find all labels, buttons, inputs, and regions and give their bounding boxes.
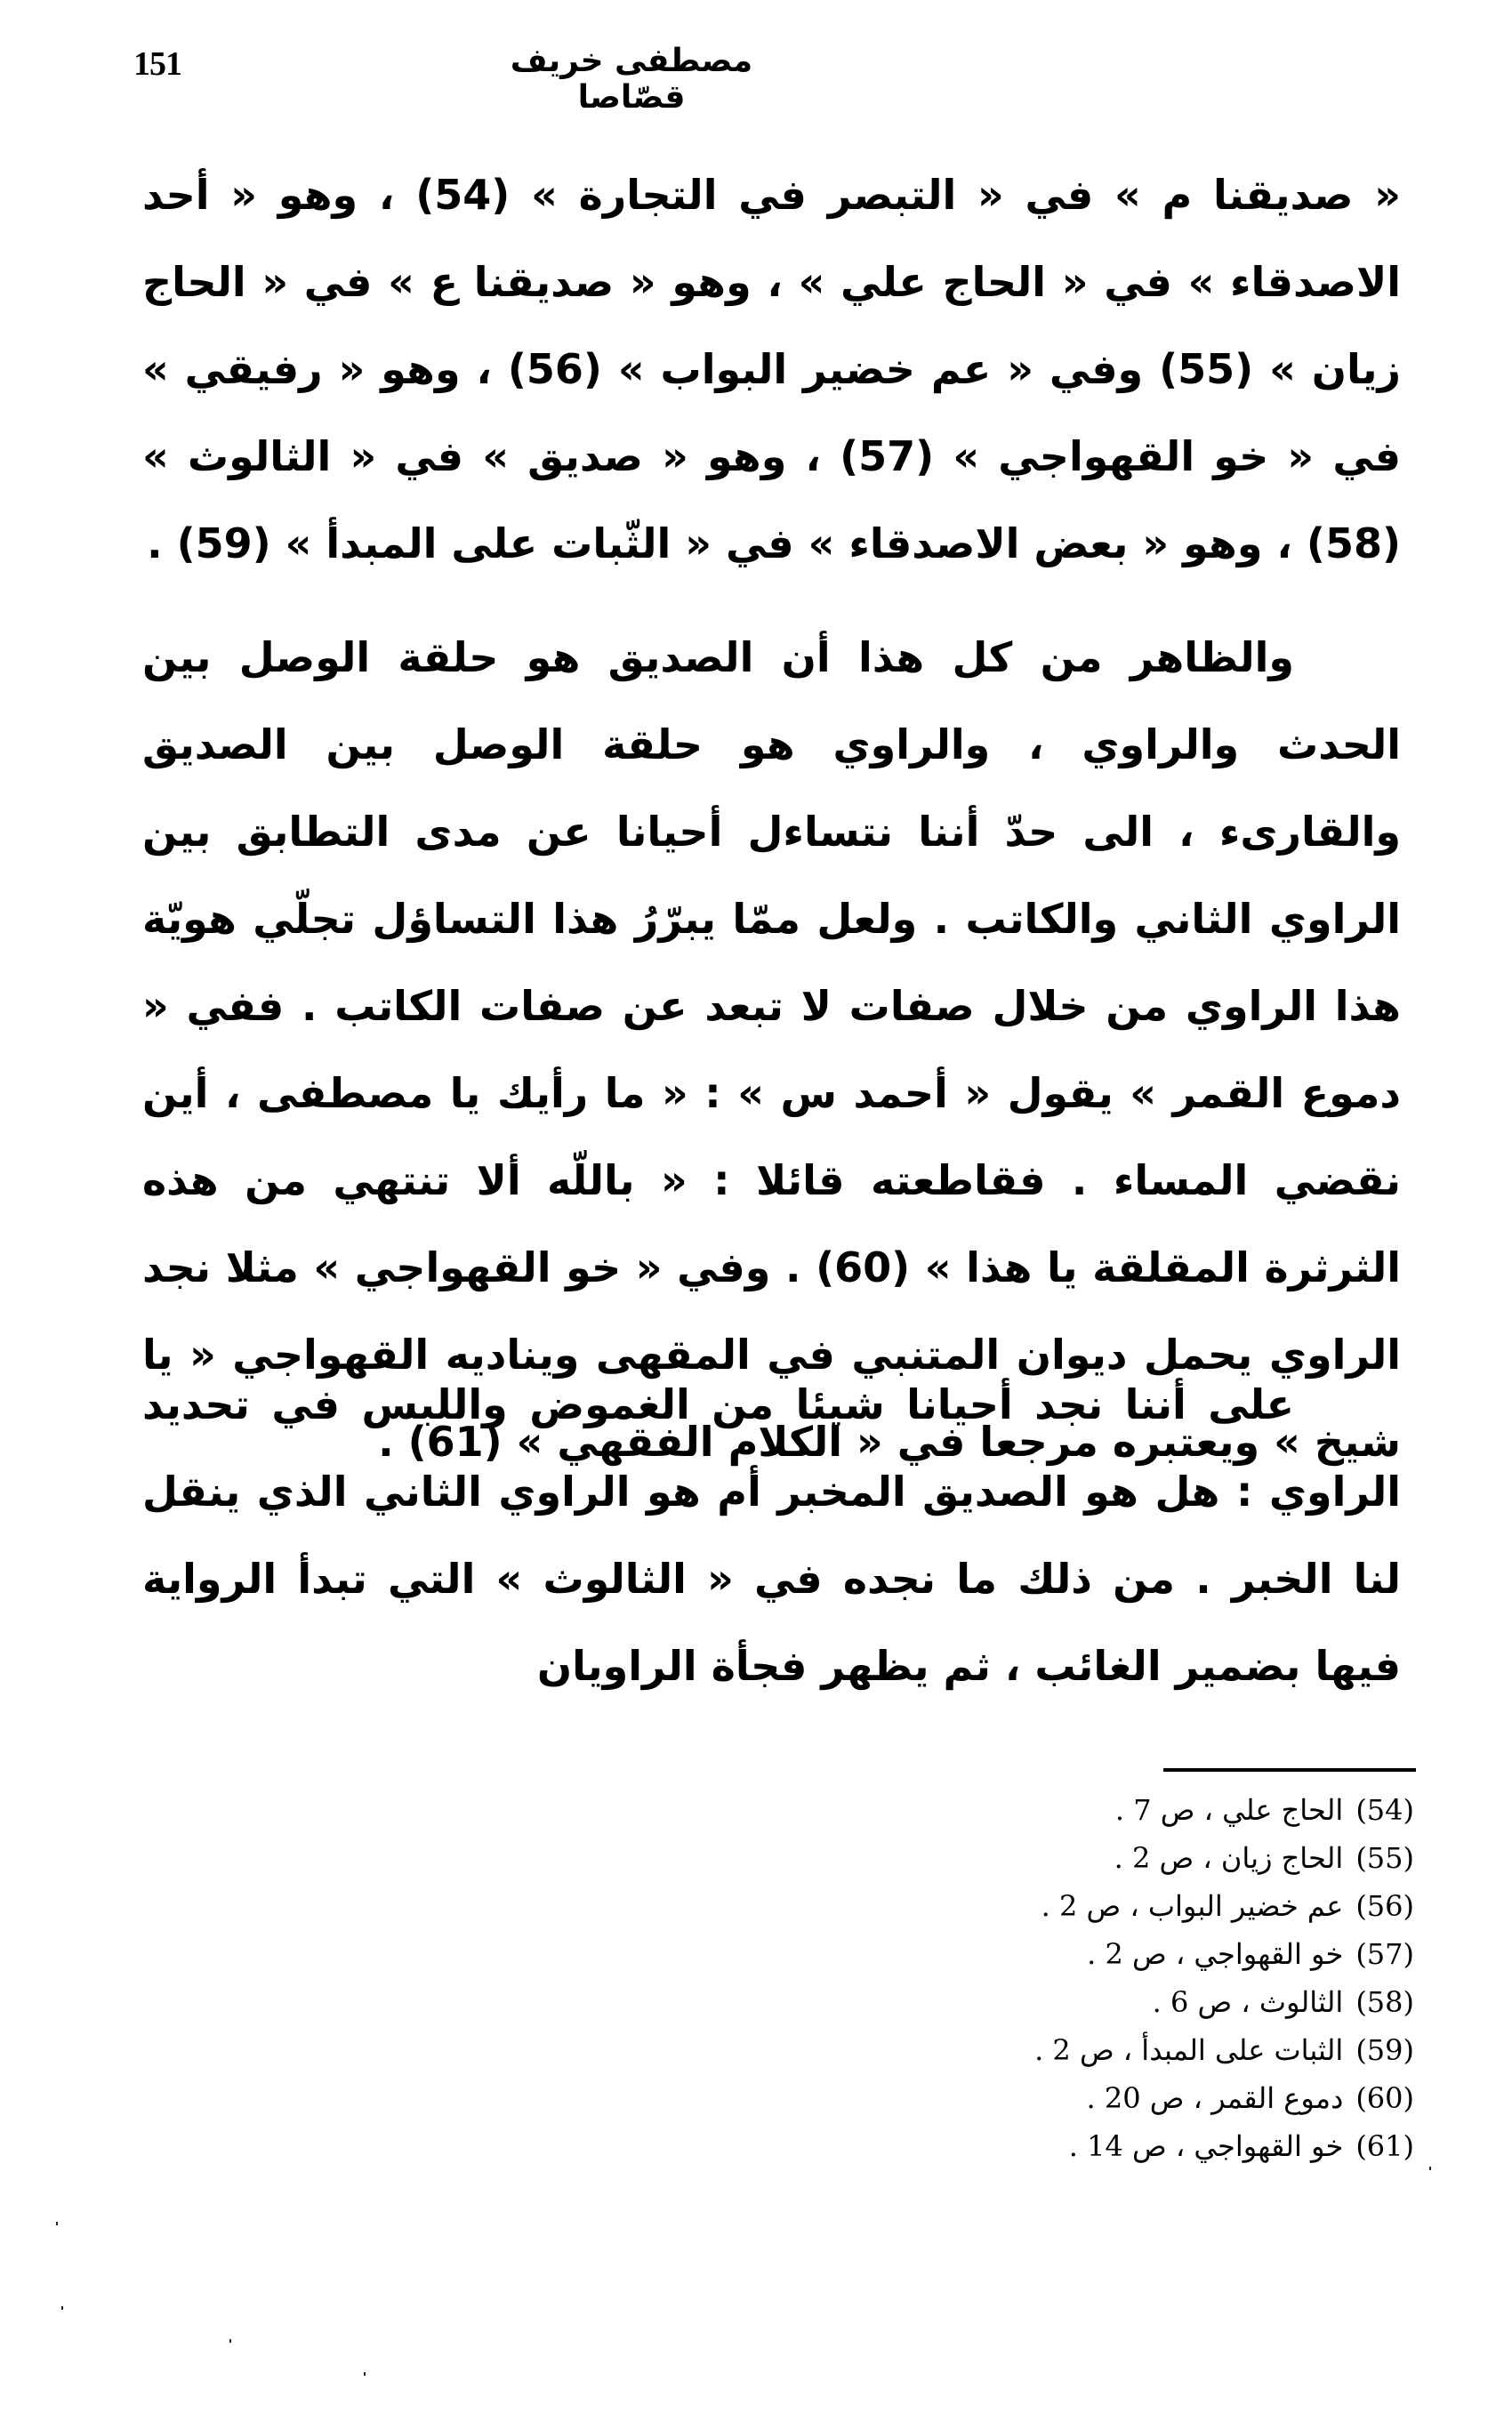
scan-speck bbox=[364, 2372, 366, 2376]
footnote-text: عم خضير البواب ، ص 2 . bbox=[1041, 1889, 1344, 1923]
paragraph-3: على أننا نجد أحيانا شيئا من الغموض واللبس في تحديد الراوي : هل هو الصديق المخبر أم هو الراوي الثاني الذي ينقل لنا الخبر . من ذلك ما نجده في « الثالوث » التي تبدأ الرواية فيها بضمير الغائب ، ثم يظهر فجأة الراويان bbox=[142, 1380, 1401, 1690]
footnote-text: دموع القمر ، ص 20 . bbox=[1086, 2081, 1344, 2115]
footnote-text: الحاج زيان ، ص 2 . bbox=[1114, 1841, 1344, 1875]
footnote-separator bbox=[1163, 1768, 1416, 1772]
footnote-number: (57) bbox=[1355, 1937, 1414, 1971]
page-number: 151 bbox=[133, 45, 181, 83]
footnote-text: خو القهواجي ، ص 2 . bbox=[1087, 1937, 1344, 1971]
footnote-text: الثبات على المبدأ ، ص 2 . bbox=[1034, 2033, 1344, 2067]
running-title: مصطفى خريف قصّاصا bbox=[510, 43, 753, 116]
paragraph-1: « صديقنا م » في « التبصر في التجارة » (54) ، وهو « أحد الاصدقاء » في « الحاج علي » ، وهو « صديقنا ع » في « الحاج زيان » (55) وفي « عم خضير البواب » (56) ، وهو « رفيقي » في « خو القهواجي » (57) ، وهو « صديق » في « الثالوث » (58) ، وهو « بعض الاصدقاء » في « الثّبات على المبدأ » (59) . bbox=[142, 171, 1402, 567]
footnote-text: الثالوث ، ص 6 . bbox=[1152, 1985, 1344, 2019]
scan-speck bbox=[61, 2306, 63, 2310]
footnote-text: خو القهواجي ، ص 14 . bbox=[1068, 2129, 1344, 2163]
footnote-57 bbox=[800, 1930, 1414, 1978]
footnote-number: (61) bbox=[1355, 2129, 1414, 2163]
footnote-number: (55) bbox=[1355, 1841, 1414, 1875]
footnote-number: (58) bbox=[1355, 1985, 1414, 2019]
footnote-58 bbox=[800, 1978, 1414, 2026]
footnote-59 bbox=[800, 2026, 1414, 2074]
footnote-55 bbox=[800, 1834, 1414, 1882]
scan-speck bbox=[56, 2222, 58, 2225]
footnote-60 bbox=[800, 2074, 1414, 2122]
footnote-number: (56) bbox=[1355, 1889, 1414, 1923]
scan-speck bbox=[229, 2339, 231, 2343]
footnote-number: (54) bbox=[1355, 1793, 1414, 1827]
page-header bbox=[133, 43, 1405, 116]
scan-speck bbox=[1429, 2167, 1431, 2170]
footnote-61 bbox=[800, 2122, 1414, 2170]
footnote-number: (59) bbox=[1355, 2033, 1414, 2067]
footnotes-list bbox=[800, 1786, 1414, 2170]
footnote-text: الحاج علي ، ص 7 . bbox=[1114, 1793, 1344, 1827]
footnote-54 bbox=[800, 1786, 1414, 1834]
paragraph-2: والظاهر من كل هذا أن الصديق هو حلقة الوصل بين الحدث والراوي ، والراوي هو حلقة الوصل بين الصديق والقارىء ، الى حدّ أننا نتساءل أحيانا عن مدى التطابق بين الراوي الثاني والكاتب . ولعل ممّا يبرّرُ هذا التساؤل تجلّي هويّة هذا الراوي من خلال صفات لا تبعد عن صفات الكاتب . ففي « دموع القمر » يقول « أحمد س » : « ما رأيك يا مصطفى ، أين نقضي المساء . فقاطعته قائلا : « باللّه ألا تنتهي من هذه الثرثرة المقلقة يا هذا » (60) . وفي « خو القهواجي » مثلا نجد الراوي يحمل ديوان المتنبي في المقهى ويناديه القهواجي « يا شيخ » ويعتبره مرجعا في « الكلام الفقهي » (61) . bbox=[142, 633, 1401, 1466]
footnote-56 bbox=[800, 1882, 1414, 1930]
footnote-number: (60) bbox=[1355, 2081, 1414, 2115]
